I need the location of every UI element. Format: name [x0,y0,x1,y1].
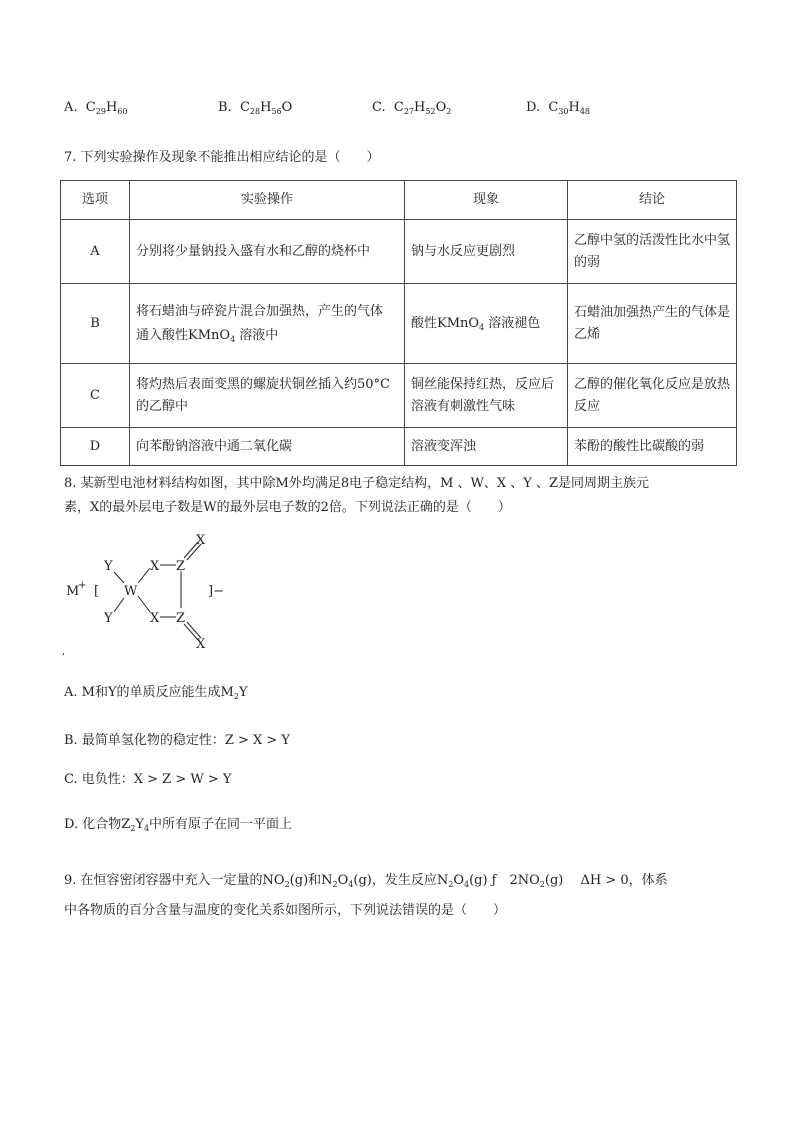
q6-option-d[interactable]: D. $C_{30}H_{48}$ [526,100,591,116]
q8-structure-diagram [60,528,240,658]
q8-option-d[interactable]: D. 化合物$Z_2Y_4$中所有原子在同一平面上 [64,817,293,833]
q7-table [60,180,737,466]
row-d-phenomenon: 溶液变浑浊 [405,428,568,466]
row-b-operation-line2: 通入酸性KMnO$_4$ 溶液中 [136,327,279,344]
bracket-open: [ [94,584,100,599]
row-c-conclusion: 乙醇的催化氧化反应是放热反应 [568,364,737,428]
header-operation: 实验操作 [130,181,405,220]
header-conclusion: 结论 [568,181,737,220]
q6-option-c[interactable]: C. $C_{27}H_{52}O_2$ [372,100,452,116]
atom-x-top-terminal: X [196,533,206,548]
atom-y-bottom: Y [104,611,113,626]
atom-z-bottom: Z [176,611,186,626]
atom-x-top: X [150,559,160,574]
q8-option-b[interactable]: B. 最简单氢化物的稳定性：Z > X > Y [64,733,291,748]
table-row [61,428,737,466]
trailing-comma: , [62,646,66,657]
row-a-phenomenon: 钠与水反应更剧烈 [405,220,568,284]
header-option: 选项 [61,181,130,220]
q8-option-a[interactable]: A. M和Y的单质反应能生成$M_2Y$ [64,685,248,701]
row-d-option: D [61,428,130,466]
row-d-conclusion: 苯酚的酸性比碳酸的弱 [568,428,737,466]
q8-stem-line1: 8. 某新型电池材料结构如图，其中除M外均满足8电子稳定结构，M 、W、X 、Y 、Z是同周期主族元 [64,476,650,491]
table-row [61,284,737,364]
q8-option-c[interactable]: C. 电负性：X > Z > W > Y [64,772,232,787]
q7-stem: 7. 下列实验操作及现象不能推出相应结论的是（ ） [64,150,380,165]
row-a-operation: 分别将少量钠投入盛有水和乙醇的烧杯中 [130,220,405,284]
row-b-operation [130,284,405,364]
atom-z-top: Z [176,559,186,574]
atom-w: W [124,584,138,599]
table-row [61,364,737,428]
q9-stem-line1: 9. 在恒容密闭容器中充入一定量的$NO_2(g)$和$N_2O_4(g)$，发生反应$N_2O_4(g)$ ƒ $2NO_2(g)$ ΔH > 0，体系 [64,873,668,889]
row-d-operation: 向苯酚钠溶液中通二氧化碳 [130,428,405,466]
q6-option-b[interactable]: B. $C_{28}H_{56}O$ [218,100,293,116]
atom-y-top: Y [104,559,113,574]
row-c-operation: 将灼热后表面变黑的螺旋状铜丝插入约50°C的乙醇中 [130,364,405,428]
row-b-phenomenon: 酸性KMnO$_4$ 溶液褪色 [405,284,568,364]
row-c-option: C [61,364,130,428]
row-a-option: A [61,220,130,284]
atom-x-bottom: X [150,611,160,626]
atom-x-bottom-terminal: X [196,637,206,652]
row-b-conclusion: 石蜡油加强热产生的气体是乙烯 [568,284,737,364]
atom-m: M [66,584,80,599]
row-b-option: B [61,284,130,364]
q8-stem-line2: 素，X的最外层电子数是W的最外层电子数的2倍。下列说法正确的是（ ） [64,500,511,515]
table-row [61,220,737,284]
plus-sign: + [78,580,87,591]
q6-option-a[interactable]: A. $C_{29}H_{60}$ [64,100,128,116]
row-c-phenomenon: 铜丝能保持红热，反应后溶液有刺激性气味 [405,364,568,428]
table-header-row [61,181,737,220]
row-b-operation-line1: 将石蜡油与碎瓷片混合加强热，产生的气体 [136,303,384,319]
q6-options [64,100,664,120]
header-phenomenon: 现象 [405,181,568,220]
row-a-conclusion: 乙醇中氢的活泼性比水中氢的弱 [568,220,737,284]
q9-stem-line2: 中各物质的百分含量与温度的变化关系如图所示，下列说法错误的是（ ） [64,903,507,918]
bracket-close-charge: ]− [208,584,224,599]
